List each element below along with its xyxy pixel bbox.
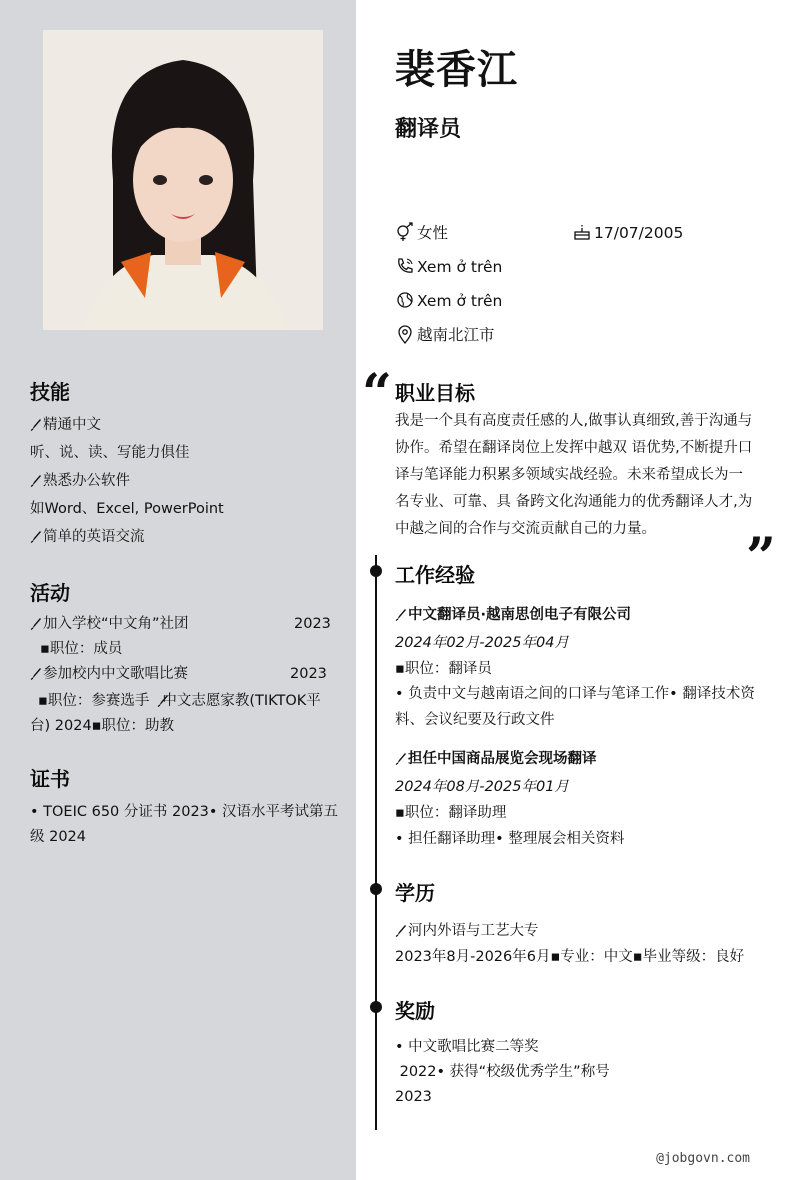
phone-icon bbox=[395, 256, 415, 276]
job-position: ▪职位：翻译员 bbox=[395, 661, 492, 677]
job-description: • 担任翻译助理• 整理展会相关资料 bbox=[395, 831, 625, 847]
phone-info: Xem ở trên bbox=[395, 256, 502, 277]
address-info: 越南北江市 bbox=[395, 324, 495, 345]
job-position: ▪职位：翻译助理 bbox=[395, 805, 507, 821]
activity-role: ▪职位：成员 bbox=[40, 641, 123, 657]
education-title: 学历 bbox=[395, 881, 435, 905]
job-description: • 负责中文与越南语之间的口译与笔译工作• 翻译技术资料、会议纪要及行政文件 bbox=[395, 686, 755, 728]
skill-detail: 如Word、Excel, PowerPoint bbox=[30, 501, 224, 517]
certificates-title: 证书 bbox=[30, 767, 70, 791]
activity-item: 加入学校“中文角”社团 bbox=[30, 614, 189, 634]
pen-icon bbox=[30, 473, 42, 487]
website-info: Xem ở trên bbox=[395, 290, 502, 311]
pen-icon bbox=[395, 923, 407, 937]
profile-photo bbox=[43, 30, 323, 330]
skill-item: 简单的英语交流 bbox=[30, 527, 145, 547]
pen-icon bbox=[30, 616, 42, 630]
timeline-line bbox=[375, 555, 377, 1130]
job-title: 担任中国商品展览会现场翻译 bbox=[395, 747, 597, 768]
job-title: 中文翻译员·越南思创电子有限公司 bbox=[395, 603, 631, 624]
job-role: 翻译员 bbox=[395, 117, 462, 142]
pen-icon bbox=[30, 417, 42, 431]
activities-title: 活动 bbox=[30, 581, 70, 605]
gender-icon bbox=[395, 222, 415, 242]
certificates-text: • TOEIC 650 分证书 2023• 汉语水平考试第五级 2024 bbox=[30, 804, 339, 845]
award-item: 2023 bbox=[395, 1089, 432, 1105]
award-item: • 中文歌唱比赛二等奖 bbox=[395, 1039, 539, 1055]
footer-brand: @jobgovn.com bbox=[656, 1151, 750, 1166]
skills-title: 技能 bbox=[30, 380, 70, 404]
pen-icon bbox=[149, 691, 161, 705]
pen-icon bbox=[30, 529, 42, 543]
education-detail: 2023年8月-2026年6月▪专业：中文▪毕业等级：良好 bbox=[395, 949, 745, 965]
job-date: 2024年08月-2025年01月 bbox=[395, 779, 569, 795]
pen-icon bbox=[395, 751, 407, 765]
globe-icon bbox=[395, 290, 415, 310]
timeline-dot bbox=[370, 565, 382, 577]
gender-info: 女性 bbox=[395, 222, 448, 243]
close-quote-icon: ” bbox=[746, 527, 776, 588]
skill-item: 熟悉办公软件 bbox=[30, 471, 130, 491]
pen-icon bbox=[30, 666, 42, 680]
activity-year: 2023 bbox=[294, 616, 331, 632]
skill-detail: 听、说、读、写能力俱佳 bbox=[30, 445, 190, 461]
cake-icon bbox=[572, 222, 592, 242]
pen-icon bbox=[395, 607, 407, 621]
job-date: 2024年02月-2025年04月 bbox=[395, 635, 569, 651]
sidebar bbox=[0, 0, 356, 1180]
education-school: 河内外语与工艺大专 bbox=[395, 921, 539, 941]
activity-year: 2023 bbox=[290, 666, 327, 682]
open-quote-icon: “ bbox=[362, 363, 392, 424]
activity-detail: ▪职位：参赛选手 中文志愿家教(TIKTOK平台) 2024▪职位：助教 bbox=[30, 693, 321, 734]
activity-item: 参加校内中文歌唱比赛 bbox=[30, 664, 188, 684]
objective-title: 职业目标 bbox=[395, 381, 475, 405]
timeline-dot bbox=[370, 1001, 382, 1013]
award-item: 2022• 获得“校级优秀学生”称号 bbox=[395, 1064, 610, 1080]
candidate-name: 裴香江 bbox=[395, 47, 518, 93]
objective-text: 我是一个具有高度责任感的人,做事认真细致,善于沟通与协作。希望在翻译岗位上发挥中越双 语优势,不断提升口译与笔译能力积累多领域实战经验。未来希望成长为一名专业、可靠、具 备跨文化沟通能力的优秀翻译人才,为中越之间的合作与交流贡献自己的力量。 bbox=[395, 413, 753, 537]
experience-title: 工作经验 bbox=[395, 563, 475, 587]
timeline-dot bbox=[370, 883, 382, 895]
awards-title: 奖励 bbox=[395, 999, 435, 1023]
birthdate-info: 17/07/2005 bbox=[572, 222, 683, 243]
location-pin-icon bbox=[395, 324, 415, 344]
skill-item: 精通中文 bbox=[30, 415, 101, 435]
